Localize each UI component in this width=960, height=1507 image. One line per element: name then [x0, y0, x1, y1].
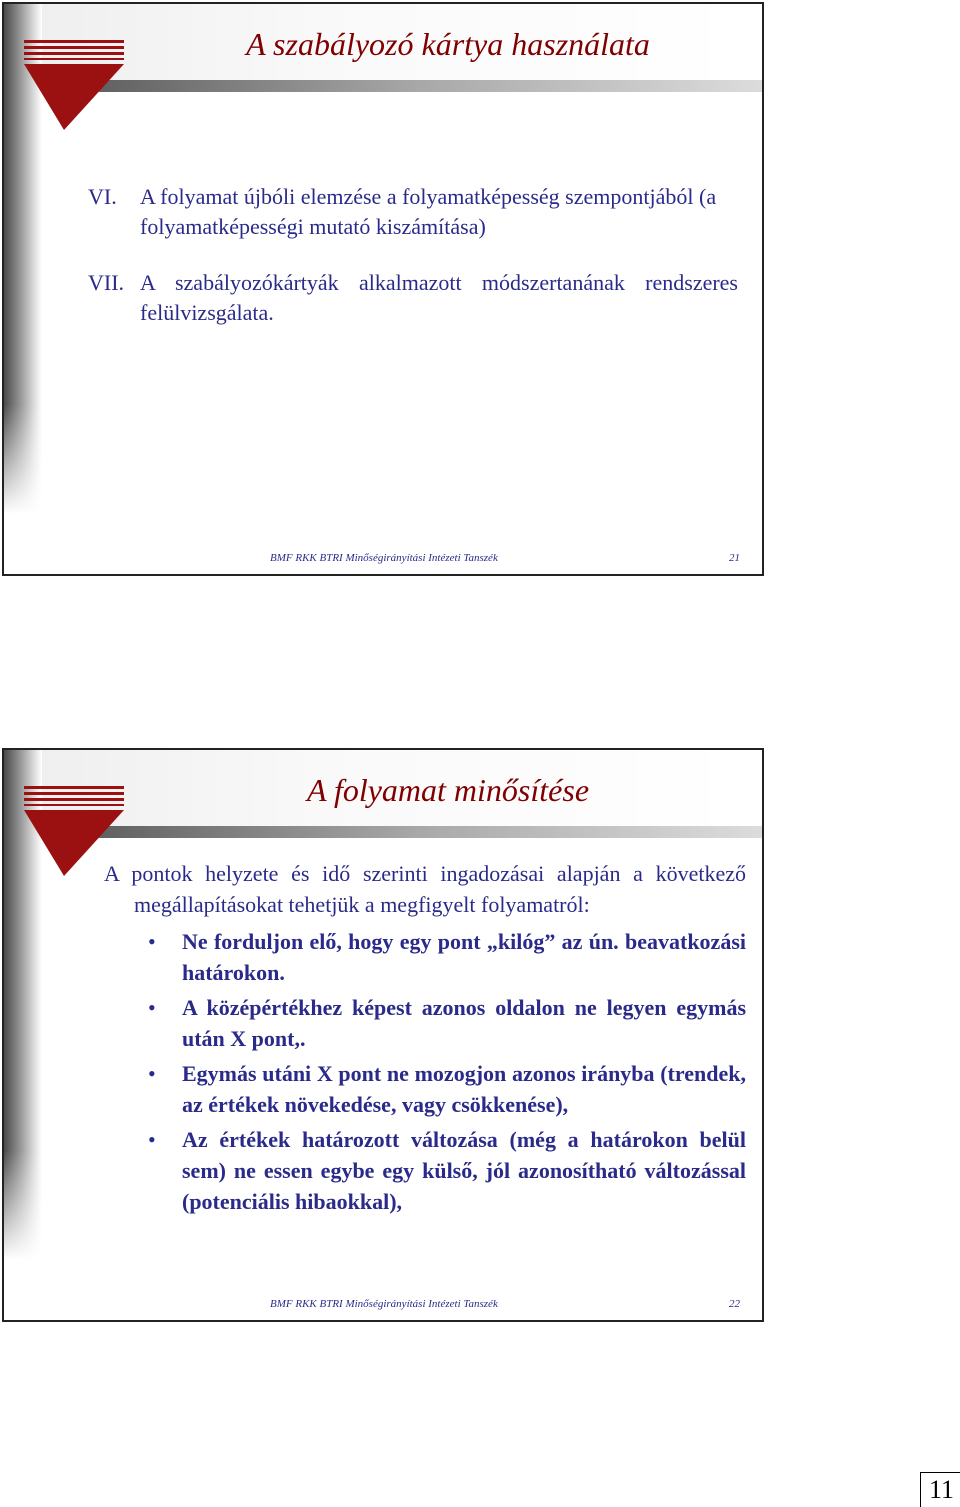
slide-number: 22: [729, 1298, 740, 1310]
title-underline: [76, 826, 762, 838]
bullet-item: • Az értékek határozott változása (még a határokon belül sem) ne essen egybe egy külső, jól azonosítható változással (potenciális hibaokkal),: [104, 1124, 746, 1217]
list-item: [88, 268, 738, 328]
document-page-number: 11: [920, 1472, 960, 1507]
slide-body: [104, 858, 746, 1221]
slide-footer: [4, 550, 762, 570]
footer-text: BMF RKK BTRI Minőségirányítási Intézeti Tanszék: [270, 552, 498, 564]
intro-paragraph: A pontok helyzete és idő szerinti ingadozásai alapján a következő megállapításokat tehetjük a megfigyelt folyamatról:: [104, 861, 746, 917]
list-number: VII.: [88, 270, 125, 295]
list-number: VI.: [88, 184, 117, 209]
title-underline: [76, 80, 762, 92]
slide-22: [2, 748, 764, 1322]
bullet-item: • A középértékhez képest azonos oldalon ne legyen egymás után X pont,.: [104, 992, 746, 1054]
list-text: A folyamat újbóli elemzése a folyamatképesség szempontjából (a folyamatképességi mutató kiszámítása): [140, 184, 717, 239]
numbered-list: [88, 182, 738, 354]
bullet-item: • Ne forduljon elő, hogy egy pont „kilóg” az ún. beavatkozási határokon.: [104, 926, 746, 988]
slide-title: A folyamat minősítése: [306, 772, 590, 808]
triangle-logo-icon: [20, 34, 128, 134]
slide-number: 21: [729, 552, 740, 564]
slide-footer: [4, 1296, 762, 1316]
bullet-item: • Egymás utáni X pont ne mozogjon azonos irányba (trendek, az értékek növekedése, vagy csökkenése),: [104, 1058, 746, 1120]
bullet-list: [104, 926, 746, 1217]
slide-title: A szabályozó kártya használata: [246, 26, 650, 62]
list-item: [88, 182, 738, 242]
slide-21: [2, 2, 764, 576]
list-text: A szabályozókártyák alkalmazott módszertanának rendszeres felülvizsgálata.: [140, 270, 738, 325]
footer-text: BMF RKK BTRI Minőségirányítási Intézeti Tanszék: [270, 1298, 498, 1310]
